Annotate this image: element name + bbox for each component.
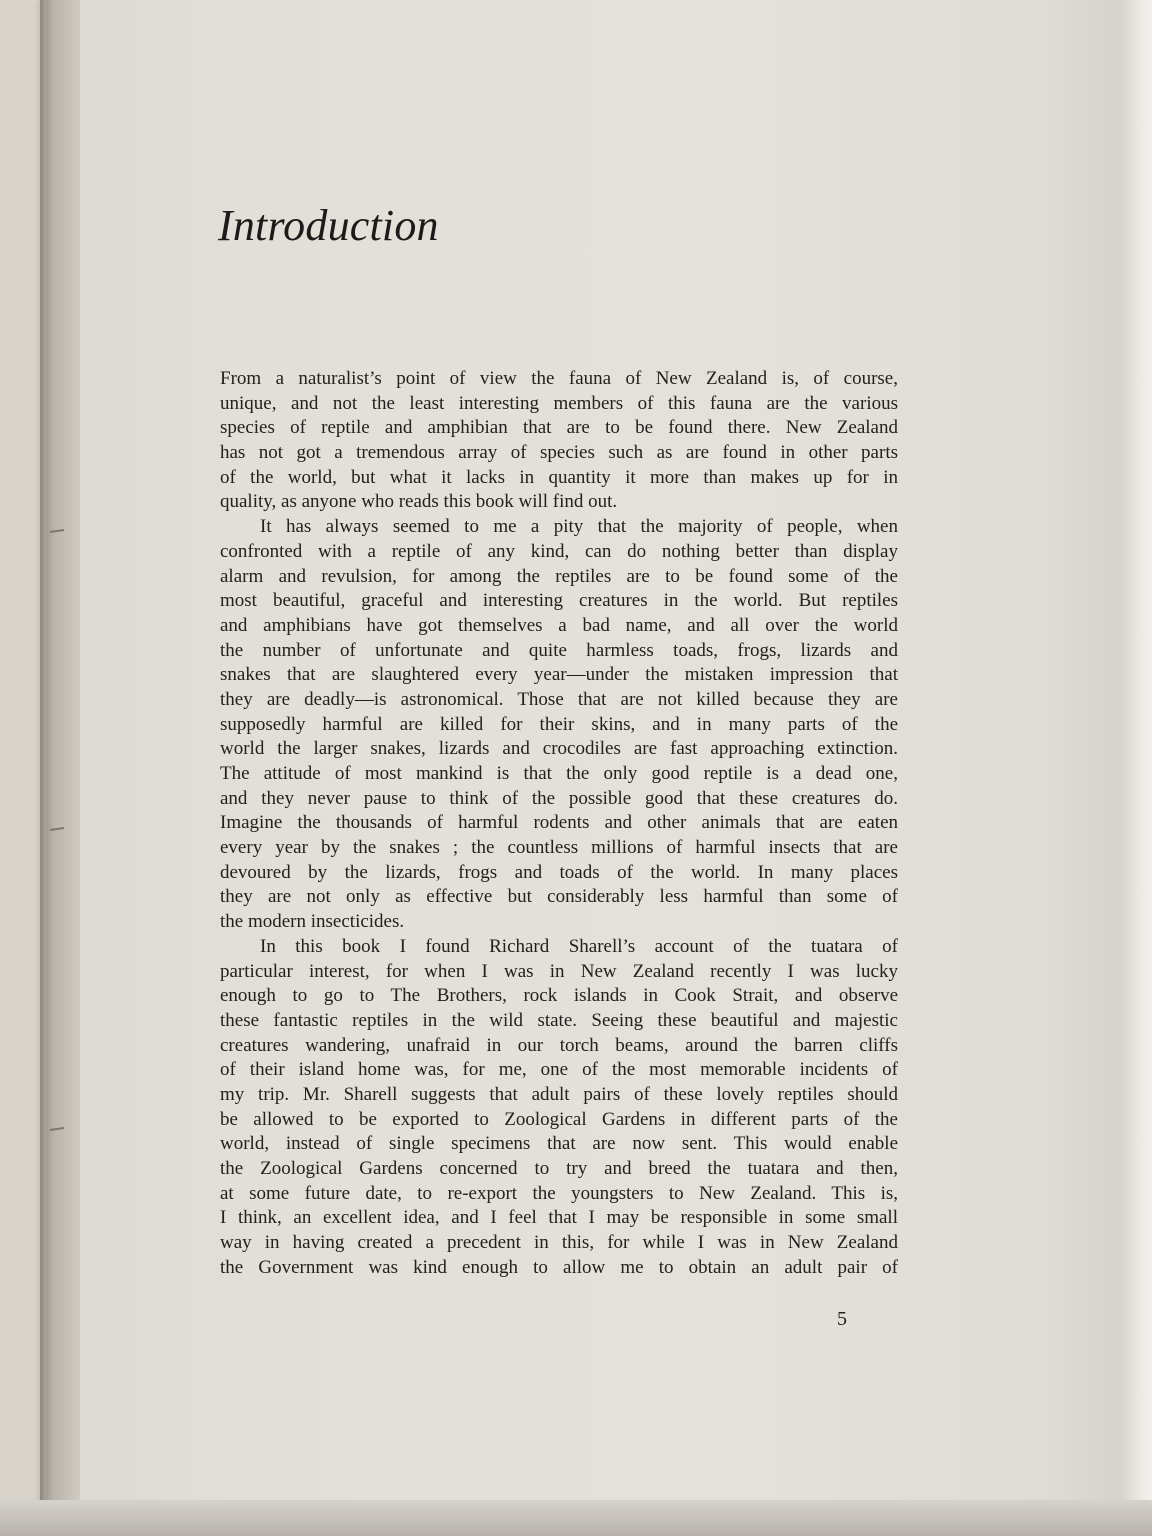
page-edge-right <box>1120 0 1152 1536</box>
text-line: alarm and revulsion, for among the reptiles are to be found some of the <box>220 565 898 587</box>
text-line: In this book I found Richard Sharell’s account of the tuatara of <box>260 935 898 957</box>
text-line: of their island home was, for me, one of the most memorable incidents of <box>220 1059 898 1081</box>
text-line: species of reptile and amphibian that are to be found there. New Zealand <box>220 417 898 439</box>
text-line: I think, an excellent idea, and I feel that I may be responsible in some small <box>220 1207 898 1229</box>
text-line: and amphibians have got themselves a bad name, and all over the world <box>220 614 898 636</box>
text-line: be allowed to be exported to Zoological Gardens in different parts of the <box>220 1108 898 1130</box>
text-line: these fantastic reptiles in the wild state. Seeing these beautiful and majestic <box>220 1009 898 1031</box>
text-line: quality, as anyone who reads this book will find out. <box>220 491 618 513</box>
text-line: particular interest, for when I was in New Zealand recently I was lucky <box>220 960 898 982</box>
page-edge-bottom <box>0 1500 1152 1536</box>
text-line: the number of unfortunate and quite harmless toads, frogs, lizards and <box>220 639 898 661</box>
text-line: of the world, but what it lacks in quantity it more than makes up for in <box>220 466 898 488</box>
body-text <box>220 367 898 1280</box>
text-line: world the larger snakes, lizards and crocodiles are fast approaching extinction. <box>220 738 898 760</box>
text-line: they are deadly—is astronomical. Those that are not killed because they are <box>220 688 898 710</box>
text-line: From a naturalist’s point of view the fauna of New Zealand is, of course, <box>220 368 898 389</box>
text-line: my trip. Mr. Sharell suggests that adult pairs of these lovely reptiles should <box>220 1083 898 1105</box>
text-line: world, instead of single specimens that are now sent. This would enable <box>220 1133 898 1155</box>
text-line: It has always seemed to me a pity that the majority of people, when <box>260 516 898 538</box>
chapter-title: Introduction <box>218 201 439 250</box>
text-line: unique, and not the least interesting members of this fauna are the various <box>220 392 898 414</box>
text-line: confronted with a reptile of any kind, can do nothing better than display <box>220 540 898 562</box>
text-line: they are not only as effective but considerably less harmful than some of <box>220 886 898 908</box>
text-line: enough to go to The Brothers, rock islands in Cook Strait, and observe <box>220 985 898 1007</box>
page-gutter <box>40 0 80 1536</box>
text-line: way in having created a precedent in this, for while I was in New Zealand <box>220 1232 898 1254</box>
text-line: every year by the snakes ; the countless millions of harmful insects that are <box>220 837 898 859</box>
text-line: has not got a tremendous array of species such as are found in other parts <box>220 442 898 464</box>
page-number: 5 <box>837 1308 847 1330</box>
text-line: The attitude of most mankind is that the only good reptile is a dead one, <box>220 763 898 784</box>
text-line: and they never pause to think of the possible good that these creatures do. <box>220 787 898 809</box>
text-line: the Zoological Gardens concerned to try and breed the tuatara and then, <box>220 1158 898 1179</box>
text-line: snakes that are slaughtered every year—under the mistaken impression that <box>220 664 898 686</box>
text-line: creatures wandering, unafraid in our torch beams, around the barren cliffs <box>220 1034 898 1056</box>
text-line: Imagine the thousands of harmful rodents and other animals that are eaten <box>220 812 898 834</box>
text-line: devoured by the lizards, frogs and toads of the world. In many places <box>220 861 898 883</box>
text-line: the modern insecticides. <box>220 911 405 933</box>
text-line: most beautiful, graceful and interesting creatures in the world. But reptiles <box>220 590 898 612</box>
text-line: the Government was kind enough to allow me to obtain an adult pair of <box>220 1256 898 1278</box>
text-line: at some future date, to re-export the youngsters to New Zealand. This is, <box>220 1182 898 1204</box>
binding-line <box>44 0 46 1536</box>
text-line: supposedly harmful are killed for their skins, and in many parts of the <box>220 713 898 735</box>
